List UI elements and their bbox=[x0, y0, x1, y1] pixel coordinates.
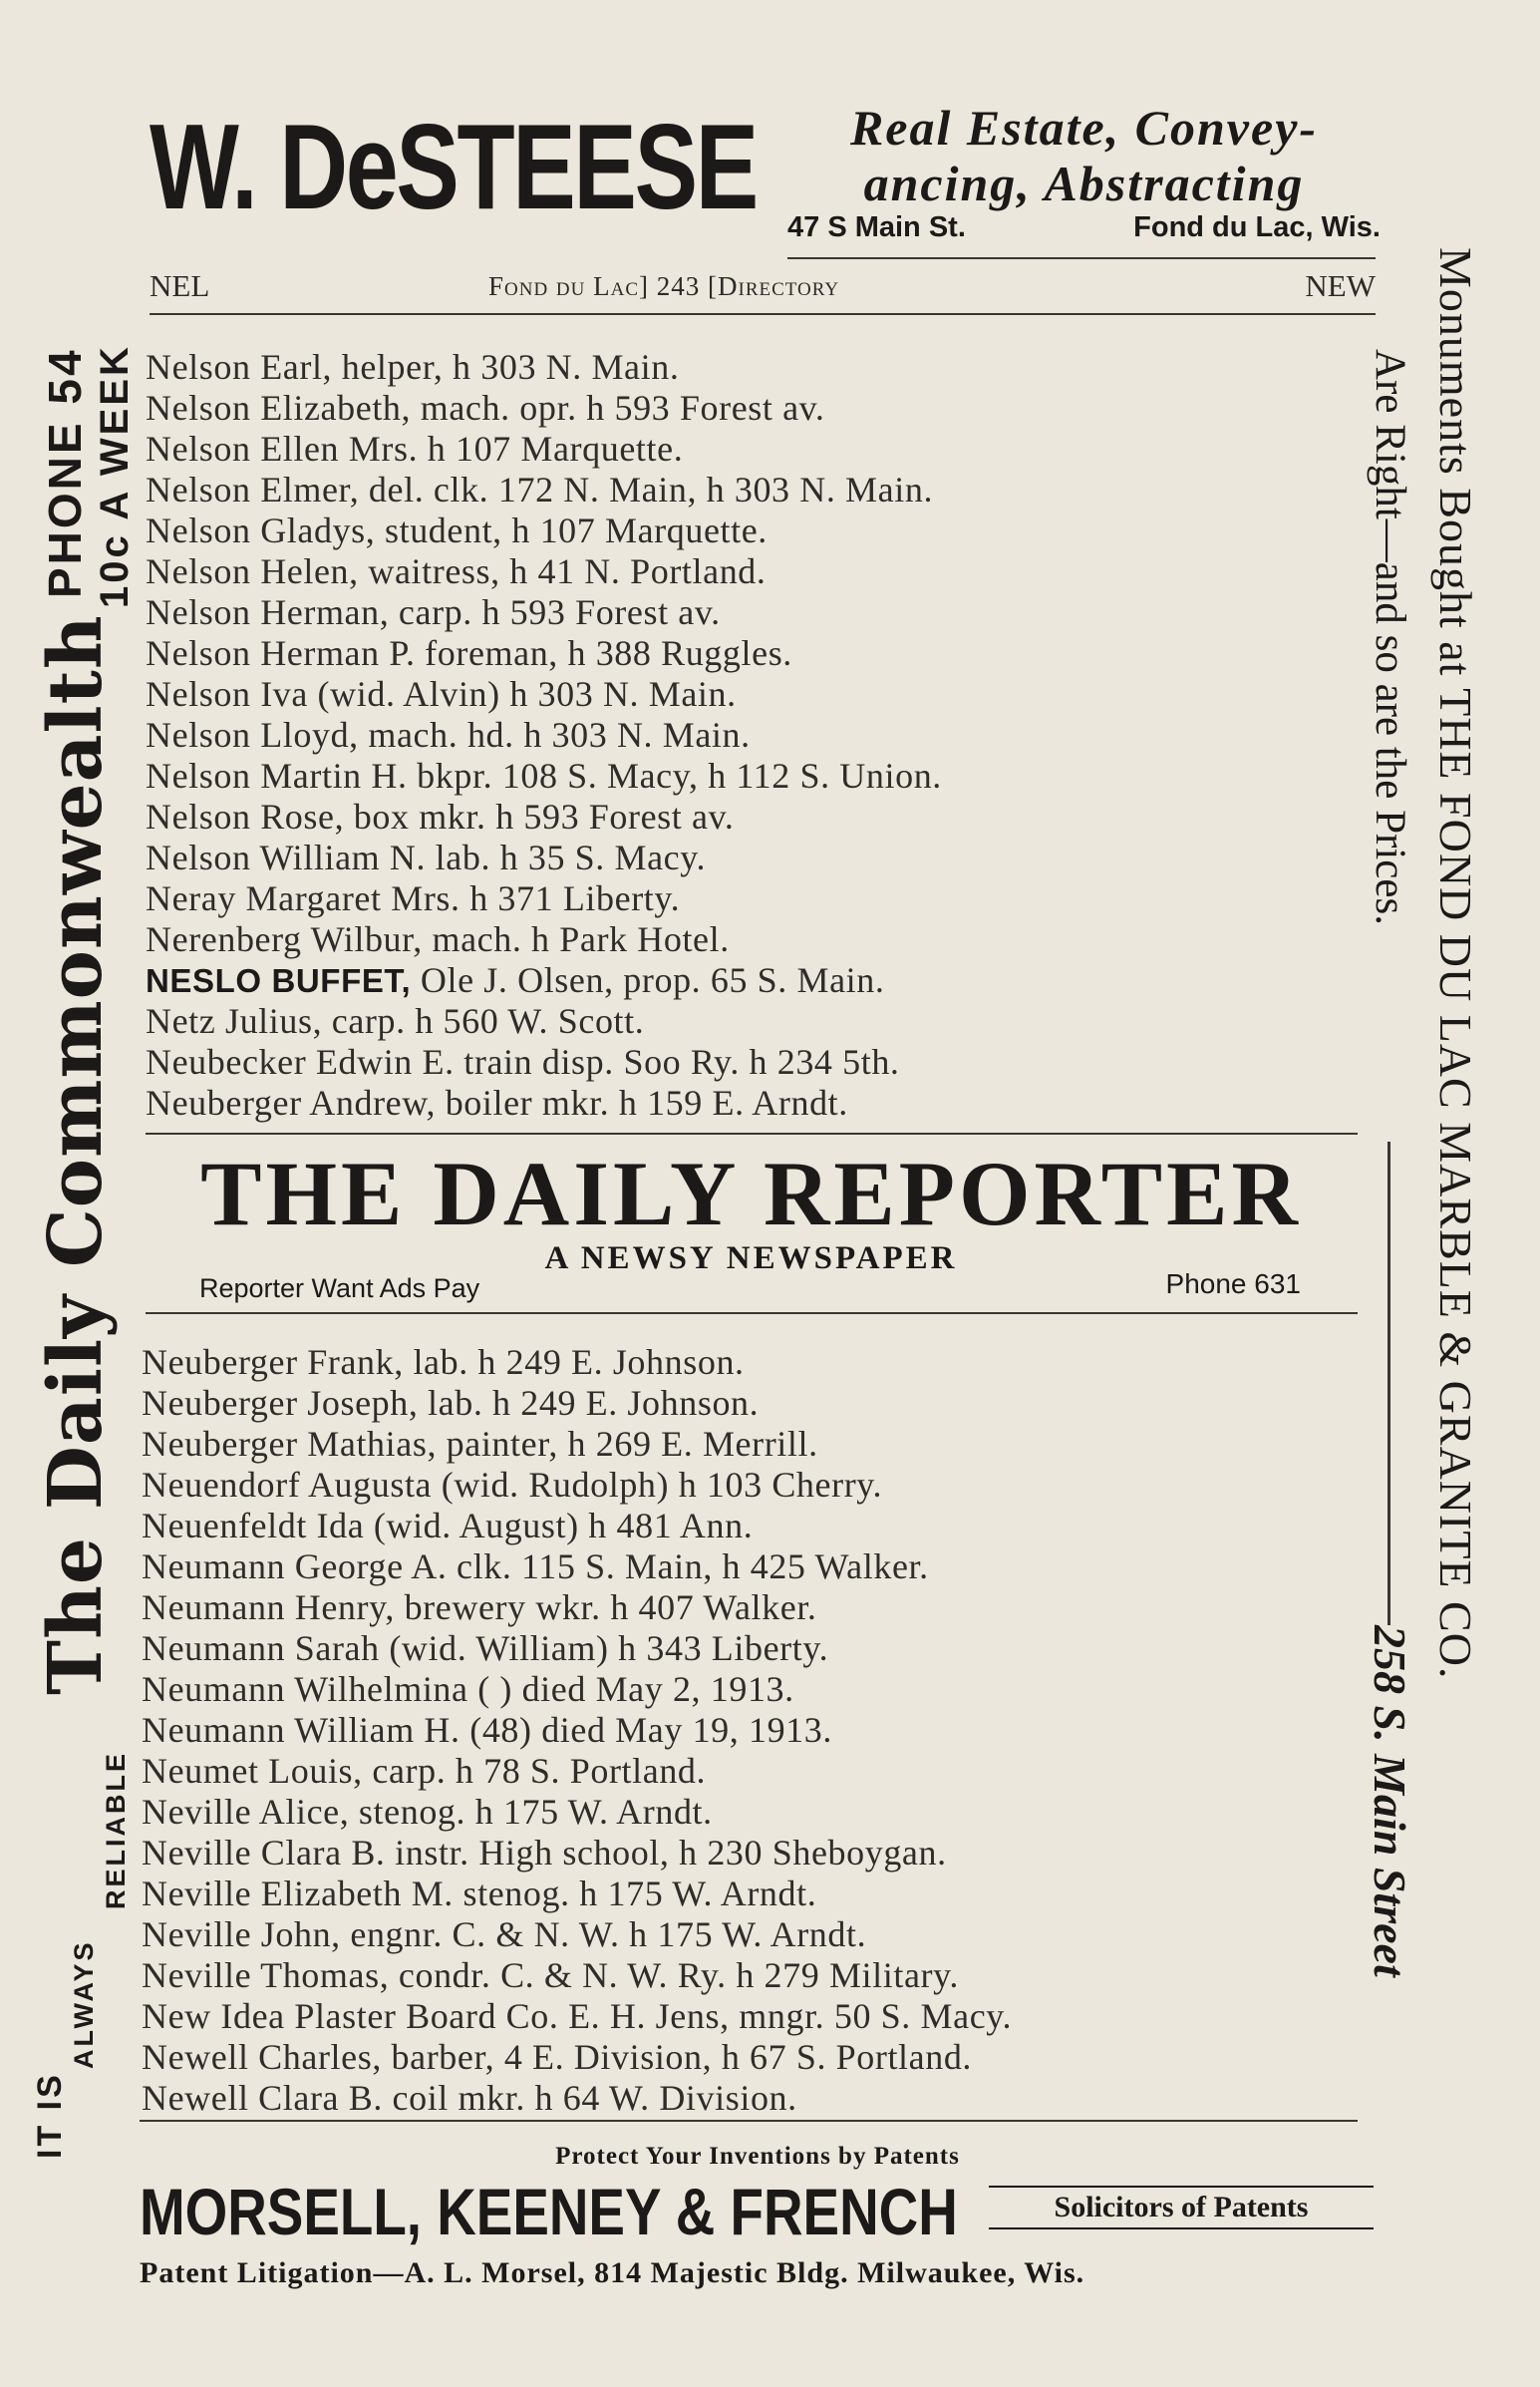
list-item: New Idea Plaster Board Co. E. H. Jens, mngr. 50 S. Macy. bbox=[142, 1996, 1013, 2036]
patent-slogan: Protect Your Inventions by Patents bbox=[555, 2143, 960, 2170]
list-item: Neray Margaret Mrs. h 371 Liberty. bbox=[146, 878, 681, 918]
running-header bbox=[150, 265, 1376, 307]
marble-granite-rule bbox=[1387, 1142, 1390, 1625]
commonwealth-reliable: RELIABLE bbox=[101, 1751, 131, 1909]
list-item: Nelson Gladys, student, h 107 Marquette. bbox=[146, 511, 768, 550]
header-guide-right: NEW bbox=[1305, 268, 1376, 303]
list-item: Nelson Rose, box mkr. h 593 Forest av. bbox=[146, 797, 735, 837]
list-item: Neuberger Frank, lab. h 249 E. Johnson. bbox=[142, 1342, 745, 1382]
list-item: Nerenberg Wilbur, mach. h Park Hotel. bbox=[146, 919, 730, 959]
commonwealth-phone: PHONE 54 bbox=[39, 347, 91, 598]
commonwealth-price: 10c A WEEK bbox=[93, 344, 137, 608]
morsell-keeney-french-advertisement bbox=[140, 2134, 1376, 2293]
list-item: Neumet Louis, carp. h 78 S. Portland. bbox=[142, 1751, 707, 1791]
header-rule-top bbox=[787, 257, 1376, 259]
list-item: Nelson Helen, waitress, h 41 N. Portland. bbox=[146, 551, 767, 591]
header-guide-left: NEL bbox=[150, 268, 210, 303]
reporter-want-ads: Reporter Want Ads Pay bbox=[199, 1273, 480, 1303]
tagline-line-2: ancing, Abstracting bbox=[863, 156, 1305, 211]
daily-reporter-advertisement bbox=[146, 1139, 1357, 1318]
advertiser-address-line bbox=[787, 209, 1381, 245]
list-item: Netz Julius, carp. h 560 W. Scott. bbox=[146, 1001, 645, 1041]
list-item-business: NESLO BUFFET, Ole J. Olsen, prop. 65 S. Main. bbox=[146, 960, 885, 1000]
marble-granite-line-1: Monuments Bought at THE FOND DU LAC MARBLE & GRANITE CO. bbox=[1430, 247, 1481, 1680]
list-item: Neville Elizabeth M. stenog. h 175 W. Arndt. bbox=[142, 1874, 817, 1913]
advertiser-street: 47 S Main St. bbox=[787, 211, 966, 243]
list-item: Nelson Herman, carp. h 593 Forest av. bbox=[146, 592, 721, 632]
header-rule-bottom bbox=[150, 313, 1376, 315]
list-item: Neumann William H. (48) died May 19, 1913. bbox=[142, 1710, 832, 1750]
list-item: Nelson Herman P. foreman, h 388 Ruggles. bbox=[146, 633, 792, 673]
reporter-ad-rule-top bbox=[146, 1133, 1358, 1135]
list-item: Neubecker Edwin E. train disp. Soo Ry. h 234 5th. bbox=[146, 1042, 900, 1082]
listing-block-top bbox=[146, 347, 1372, 1124]
list-item: Nelson Iva (wid. Alvin) h 303 N. Main. bbox=[146, 674, 737, 714]
list-item: Neville Clara B. instr. High school, h 230 Sheboygan. bbox=[142, 1833, 947, 1873]
list-item: Nelson Elizabeth, mach. opr. h 593 Forest av. bbox=[146, 388, 825, 428]
law-firm-name: MORSELL, KEENEY & FRENCH bbox=[140, 2175, 958, 2248]
bottom-ad-rule bbox=[140, 2120, 1358, 2122]
list-item: Neville Thomas, condr. C. & N. W. Ry. h 279 Military. bbox=[142, 1955, 959, 1995]
reporter-subtitle: A NEWSY NEWSPAPER bbox=[544, 1240, 958, 1276]
list-item: Nelson Martin H. bkpr. 108 S. Macy, h 112 S. Union. bbox=[146, 756, 942, 796]
list-item: Neuenfeldt Ida (wid. August) h 481 Ann. bbox=[142, 1506, 754, 1545]
firm-address: Patent Litigation—A. L. Morsel, 814 Majestic Bldg. Milwaukee, Wis. bbox=[140, 2256, 1085, 2289]
list-item: Neumann Henry, brewery wkr. h 407 Walker. bbox=[142, 1587, 817, 1627]
list-item: Neuberger Joseph, lab. h 249 E. Johnson. bbox=[142, 1383, 760, 1423]
listing-block-bottom bbox=[142, 1342, 1368, 2119]
advertiser-tagline bbox=[787, 100, 1381, 211]
list-item: Neumann Wilhelmina ( ) died May 2, 1913. bbox=[142, 1669, 794, 1709]
list-item: Newell Clara B. coil mkr. h 64 W. Division. bbox=[142, 2078, 797, 2118]
list-item: Nelson William N. lab. h 35 S. Macy. bbox=[146, 838, 707, 877]
firm-specialty: Solicitors of Patents bbox=[989, 2186, 1374, 2229]
list-item: Newell Charles, barber, 4 E. Division, h 67 S. Portland. bbox=[142, 2037, 973, 2077]
list-item: Neuendorf Augusta (wid. Rudolph) h 103 Cherry. bbox=[142, 1465, 883, 1505]
list-item: Neuberger Mathias, painter, h 269 E. Merrill. bbox=[142, 1424, 818, 1464]
commonwealth-always: ALWAYS bbox=[69, 1939, 99, 2069]
reporter-title: THE DAILY REPORTER bbox=[200, 1143, 1302, 1244]
commonwealth-title: The Daily Commonwealth bbox=[33, 614, 119, 1695]
list-item: Neumann George A. clk. 115 S. Main, h 425 Walker. bbox=[142, 1546, 929, 1586]
list-item: Neumann Sarah (wid. William) h 343 Liberty. bbox=[142, 1628, 829, 1668]
header-page-info: Fond du Lac] 243 [Directory bbox=[488, 271, 840, 301]
tagline-line-1: Real Estate, Convey- bbox=[849, 100, 1319, 156]
reporter-phone: Phone 631 bbox=[1165, 1268, 1301, 1299]
list-item: Neuberger Andrew, boiler mkr. h 159 E. Arndt. bbox=[146, 1083, 848, 1123]
marble-granite-line-2: Are Right—and so are the Prices. bbox=[1367, 349, 1413, 925]
business-name: NESLO BUFFET, bbox=[146, 962, 412, 999]
list-item: Neville Alice, stenog. h 175 W. Arndt. bbox=[142, 1792, 713, 1832]
list-item: Nelson Earl, helper, h 303 N. Main. bbox=[146, 347, 680, 387]
list-item: Nelson Lloyd, mach. hd. h 303 N. Main. bbox=[146, 715, 751, 755]
commonwealth-it-is: IT IS bbox=[31, 2072, 69, 2159]
reporter-ad-rule-bottom bbox=[146, 1312, 1358, 1314]
list-item: Nelson Elmer, del. clk. 172 N. Main, h 303 N. Main. bbox=[146, 470, 934, 510]
desteese-advertisement bbox=[150, 92, 1381, 251]
list-item: Neville John, engnr. C. & N. W. h 175 W. Arndt. bbox=[142, 1914, 867, 1954]
list-item: Nelson Ellen Mrs. h 107 Marquette. bbox=[146, 429, 684, 469]
advertiser-city: Fond du Lac, Wis. bbox=[1133, 211, 1381, 243]
advertiser-name: W. DeSTEESE bbox=[150, 99, 757, 234]
marble-granite-address: 258 S. Main Street bbox=[1365, 1625, 1415, 1977]
